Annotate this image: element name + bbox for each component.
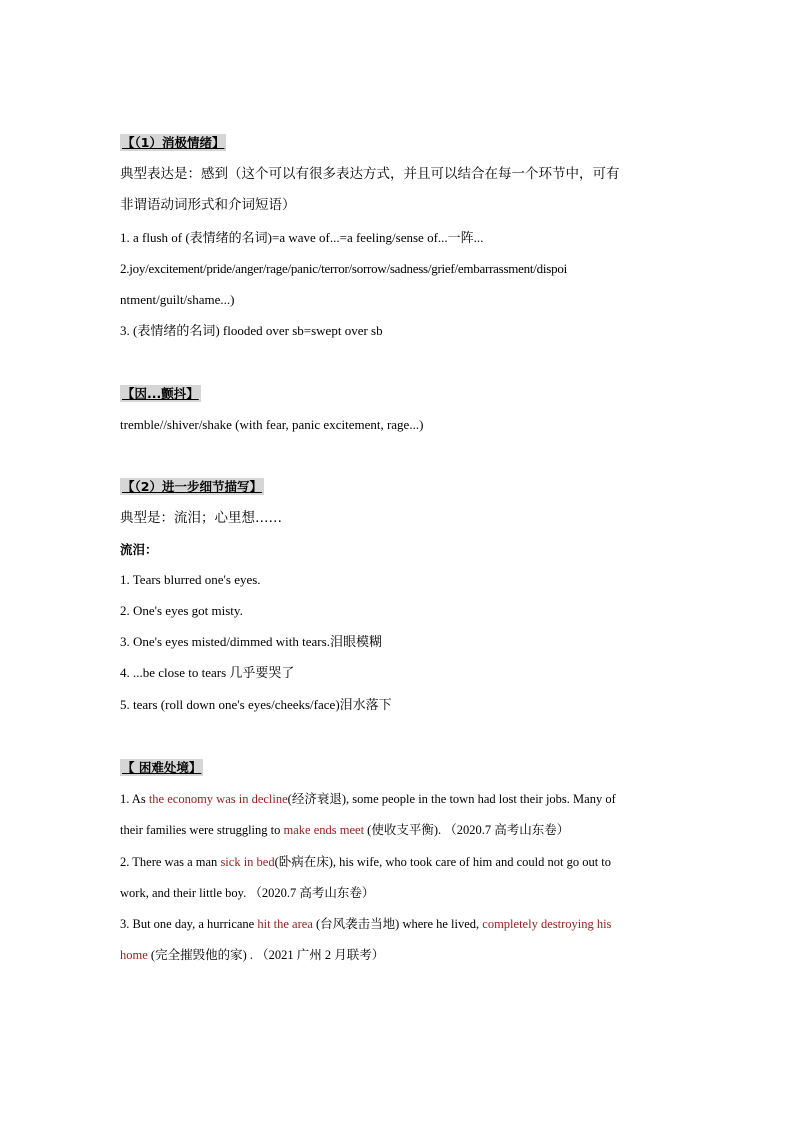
- ex1-text-b3: (使收支平衡). （2020.7 高考山东卷）: [364, 823, 570, 837]
- section-heading-tremble: [120, 384, 201, 404]
- ex3-highlight-destroying: completely destroying his: [482, 917, 612, 931]
- section-heading-difficulty: [120, 758, 203, 778]
- intro-line-1: 典型表达是：感到（这个可以有很多表达方式，并且可以结合在每一个环节中，可有: [120, 166, 620, 182]
- emotion-item-2a: 2.joy/excitement/pride/anger/rage/panic/terror/sorrow/sadness/grief/embarrassment/dispoi: [120, 261, 567, 276]
- heading-tremble: 【因...颤抖】: [122, 386, 199, 401]
- example-3-line-1: [120, 914, 611, 934]
- example-2-line-2: [120, 883, 374, 903]
- tears-item-3: 3. One's eyes misted/dimmed with tears.泪眼模糊: [120, 634, 382, 649]
- example-2-line-1: [120, 852, 611, 872]
- ex3-highlight-home: home: [120, 948, 148, 962]
- heading-detail: 【（2）进一步细节描写】: [122, 479, 262, 494]
- ex3-highlight-hit-area: hit the area: [257, 917, 313, 931]
- tears-item-4: 4. ...be close to tears 几乎要哭了: [120, 665, 295, 680]
- ex1-text-b1: their families were struggling to: [120, 823, 284, 837]
- ex2-highlight-sick: sick in bed: [220, 855, 275, 869]
- ex1-text-a3: (经济衰退), some people in the town had lost their jobs. Many of: [287, 792, 616, 806]
- tears-item-5: 5. tears (roll down one's eyes/cheeks/face)泪水落下: [120, 697, 392, 712]
- tremble-text: tremble//shiver/shake (with fear, panic excitement, rage...): [120, 417, 424, 432]
- emotion-item-1: 1. a flush of (表情绪的名词)=a wave of...=a feeling/sense of...一阵...: [120, 230, 484, 245]
- ex2-text-a3: (卧病在床), his wife, who took care of him and could not go out to: [274, 855, 612, 869]
- example-1-line-1: [120, 789, 616, 809]
- ex1-text-a1: 1. As: [120, 792, 149, 806]
- emotion-item-3: 3. (表情绪的名词) flooded over sb=swept over sb: [120, 323, 383, 338]
- section-heading-negative-emotions: [120, 133, 226, 153]
- section-heading-detail: [120, 477, 264, 497]
- ex1-highlight-ends-meet: make ends meet: [283, 823, 365, 837]
- tears-subheading: 流泪：: [120, 542, 158, 557]
- ex1-highlight-economy: the economy was in decline: [148, 792, 288, 806]
- example-3-line-2: [120, 945, 384, 965]
- heading-negative-emotions: 【（1）消极情绪】: [122, 135, 225, 150]
- tears-item-2: 2. One's eyes got misty.: [120, 603, 243, 618]
- tears-item-1: 1. Tears blurred one's eyes.: [120, 572, 261, 587]
- ex2-text-b1: work, and their little boy. （2020.7 高考山东卷）: [120, 886, 375, 900]
- ex3-text-a3: (台风袭击当地) where he lived,: [312, 917, 483, 931]
- ex3-text-a1: 3. But one day, a hurricane: [120, 917, 258, 931]
- heading-difficulty: 【 困难处境】: [122, 760, 202, 775]
- ex2-text-a1: 2. There was a man: [120, 855, 221, 869]
- detail-intro: 典型是：流泪；心里想……: [120, 510, 282, 526]
- emotion-item-2b: ntment/guilt/shame...): [120, 292, 235, 307]
- intro-line-2: 非谓语动词形式和介词短语）: [120, 197, 296, 213]
- ex3-text-b2: (完全摧毁他的家) . （2021 广州 2 月联考）: [147, 948, 385, 962]
- example-1-line-2: [120, 820, 569, 840]
